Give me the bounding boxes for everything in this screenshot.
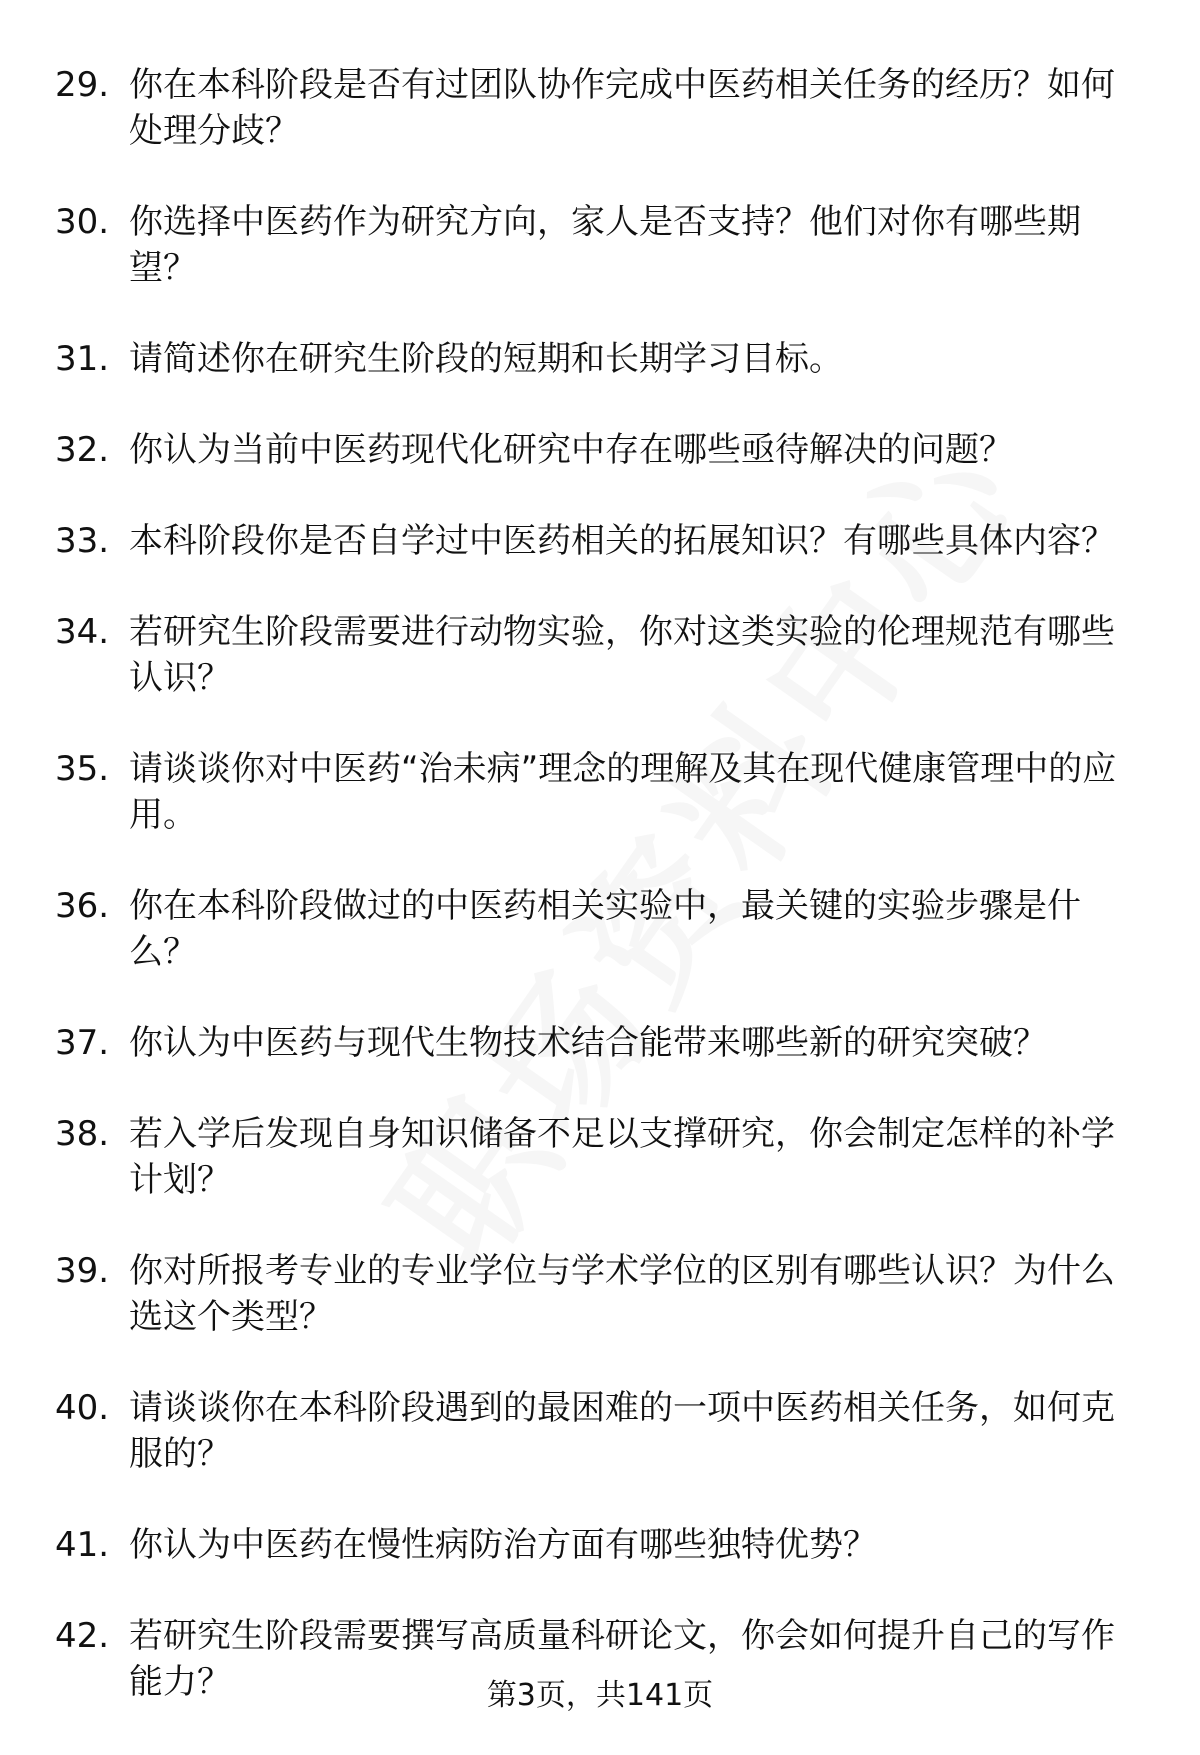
question-number: 37. [55, 1023, 110, 1063]
question-item [55, 883, 1145, 975]
question-item [55, 62, 1145, 154]
question-text: 你对所报考专业的专业学位与学术学位的区别有哪些认识？为什么选这个类型？ [129, 1251, 1115, 1337]
question-item [55, 427, 1145, 473]
question-item [55, 1248, 1145, 1340]
question-text: 请简述你在研究生阶段的短期和长期学习目标。 [129, 339, 843, 379]
question-number: 32. [55, 430, 110, 470]
question-number: 34. [55, 612, 110, 652]
question-text: 若入学后发现自身知识储备不足以支撑研究，你会制定怎样的补学计划？ [129, 1114, 1115, 1200]
question-item [55, 609, 1145, 701]
question-number: 41. [55, 1525, 110, 1565]
question-text: 你在本科阶段做过的中医药相关实验中，最关键的实验步骤是什么？ [129, 886, 1081, 972]
question-number: 40. [55, 1388, 110, 1428]
question-text: 你在本科阶段是否有过团队协作完成中医药相关任务的经历？如何处理分歧？ [129, 65, 1115, 151]
question-item [55, 1111, 1145, 1203]
question-text: 若研究生阶段需要撰写高质量科研论文，你会如何提升自己的写作能力？ [129, 1616, 1115, 1702]
question-number: 30. [55, 202, 110, 242]
question-number: 31. [55, 339, 110, 379]
question-text: 请谈谈你对中医药“治未病”理念的理解及其在现代健康管理中的应用。 [129, 749, 1117, 835]
question-number: 29. [55, 65, 110, 105]
question-item [55, 1020, 1145, 1066]
question-number: 39. [55, 1251, 110, 1291]
question-text: 若研究生阶段需要进行动物实验，你对这类实验的伦理规范有哪些认识？ [129, 612, 1115, 698]
question-item [55, 1522, 1145, 1568]
question-text: 你认为中医药在慢性病防治方面有哪些独特优势？ [129, 1525, 877, 1565]
question-number: 38. [55, 1114, 110, 1154]
question-text: 你认为中医药与现代生物技术结合能带来哪些新的研究突破？ [129, 1023, 1047, 1063]
question-text: 你认为当前中医药现代化研究中存在哪些亟待解决的问题？ [129, 430, 1013, 470]
question-item [55, 199, 1145, 291]
question-number: 36. [55, 886, 110, 926]
question-item [55, 336, 1145, 382]
question-text: 你选择中医药作为研究方向，家人是否支持？他们对你有哪些期望？ [129, 202, 1081, 288]
question-number: 42. [55, 1616, 110, 1656]
question-item [55, 1385, 1145, 1477]
question-number: 33. [55, 521, 110, 561]
question-text: 请谈谈你在本科阶段遇到的最困难的一项中医药相关任务，如何克服的？ [129, 1388, 1115, 1474]
question-number: 35. [55, 749, 110, 789]
question-item [55, 746, 1145, 838]
question-text: 本科阶段你是否自学过中医药相关的拓展知识？有哪些具体内容？ [129, 521, 1115, 561]
page-footer: 第3页，共141页 [486, 1678, 714, 1713]
question-item [55, 518, 1145, 564]
question-list [55, 62, 1145, 1750]
